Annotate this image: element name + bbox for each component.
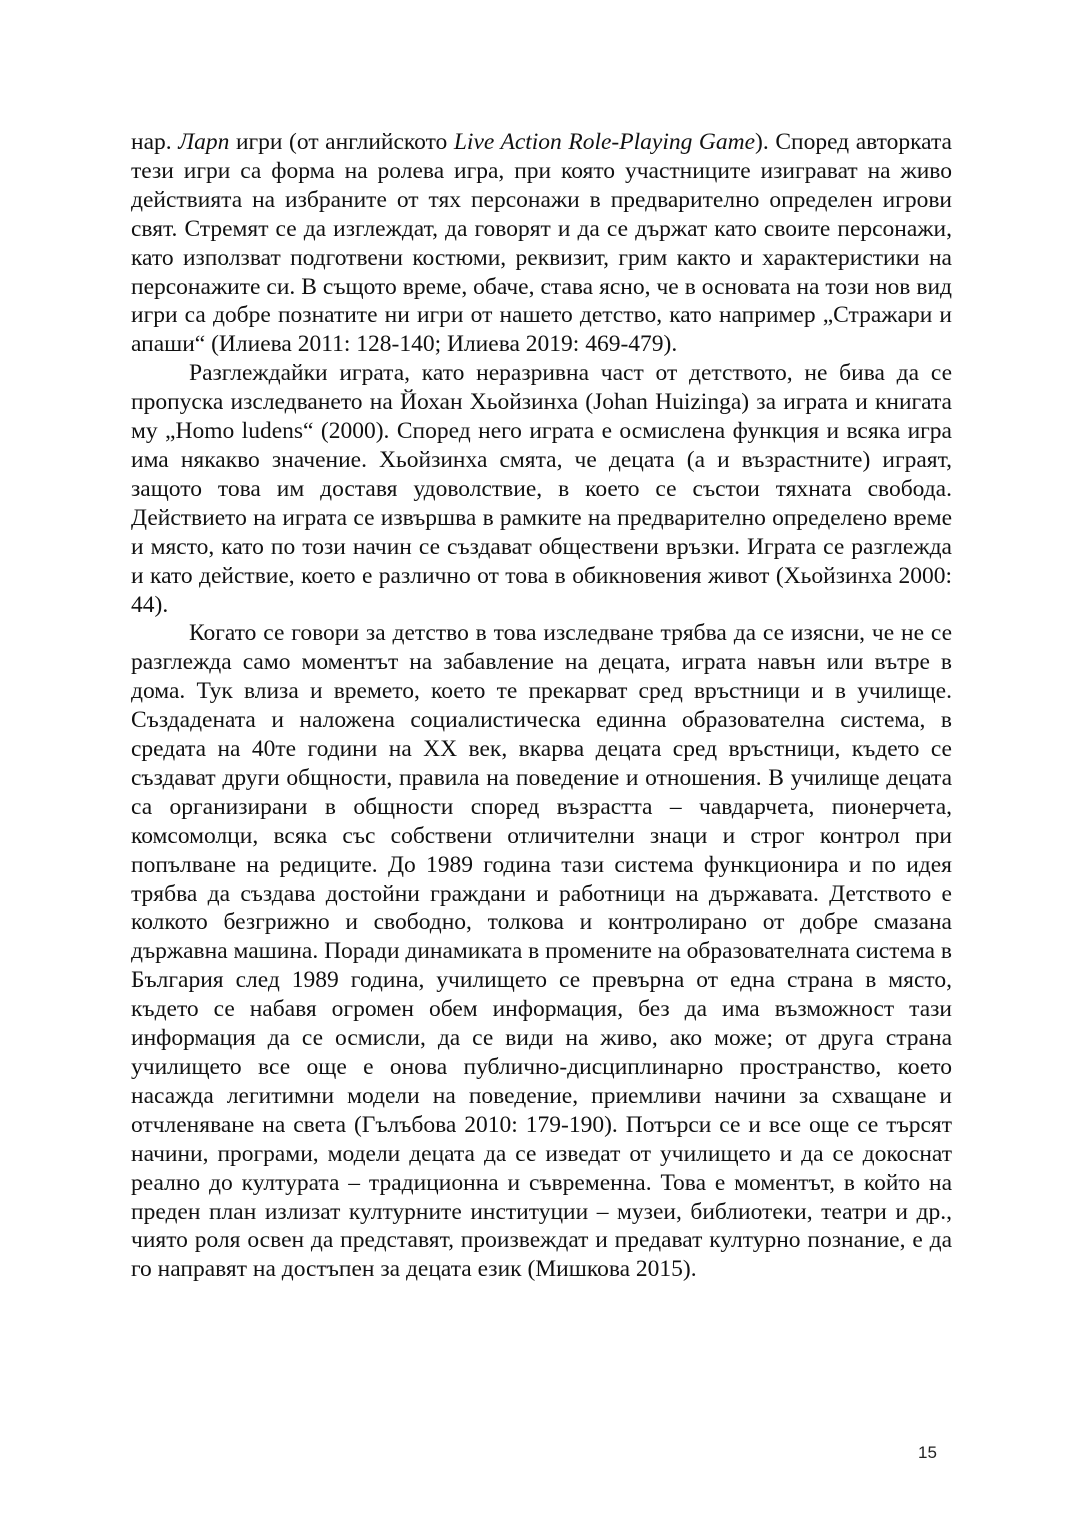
paragraph-1 bbox=[131, 128, 952, 359]
body-text bbox=[131, 128, 952, 1284]
paragraph-1-start: нар. bbox=[131, 129, 179, 155]
paragraph-3: Когато се говори за детство в това изследване трябва да се изясни, че не се разглежда само моментът на забавление на децата, играта навън или вътре в дома. Тук влиза и времето, което те прекарват сред връстници и в училище. Създадената и наложена социалистическа единна образователна система, в средата на 40те години на XX век, вкарва децата сред връстници, където се създават други общности, правила на поведение и отношения. В училище децата са организирани в общности според възрастта – чавдарчета, пионерчета, комсомолци, всяка със собствени отличителни знаци и строг контрол при попълване на редиците. До 1989 година тази система функционира и по идея трябва да създава достойни граждани и работници на държавата. Детството е колкото безгрижно и свободно, толкова и контролирано от добре смазана държавна машина. Поради динамиката в промените на образователната система в България след 1989 година, училището се превърна от една страна в място, където се набавя огромен обем информация, без да има възможност тази информация да се осмисли, да се види на живо, ако може; от друга страна училището все още е онова публично-дисциплинарно пространство, което насажда легитимни модели на поведение, приемливи начини за схващане и отчленяване на света (Гълъбова 2010: 179-190). Потърси се и все още се търсят начини, програми, модели децата да се изведат от училището и да се докоснат реално до културата – традиционна и съвременна. Това е моментът, в който на преден план излизат културните институции – музеи, библиотеки, театри и др., чиято роля освен да представят, произвеждат и предават културно познание, е да го направят на достъпен за децата език (Мишкова 2015). bbox=[131, 620, 952, 1283]
page-number: 15 bbox=[918, 1443, 937, 1462]
paragraph-1-mid: игри (от английското bbox=[229, 129, 454, 155]
paragraph-1-rest: ). Според авторката тези игри са форма на ролева игра, при която участниците изиграват на живо действията на избраните от тях персонажи в предварително определен игрови свят. Стремят се да изглеждат, да говорят и да се държат като своите персонажи, като използват подготвени костюми, реквизит, грим както и характеристики на персонажите си. В същото време, обаче, става ясно, че в основата на този нов вид игри са добре познатите ни игри от нашето детство, като например „Стражари и апаши“ (Илиева 2011: 128-140; Илиева 2019: 469-479). bbox=[131, 129, 952, 358]
larp-term: Ларп bbox=[178, 129, 230, 155]
english-term: Live Action Role-Playing Game bbox=[453, 129, 756, 155]
paragraph-2: Разглеждайки играта, като неразривна част от детството, не бива да се пропуска изследването на Йохан Хьойзинха (Johan Huizinga) за играта и книгата му „Homo ludens“ (2000). Според него играта е осмислена функция и всяка игра има някакво значение. Хьойзинха смята, че децата (а и възрастните) играят, защото това им доставя удоволствие, в което се състои тяхната свобода. Действието на играта се извършва в рамките на предварително определено време и място, като по този начин се създават обществени връзки. Играта се разглежда и като действие, което е различно от това в обикновения живот (Хьойзинха 2000: 44). bbox=[131, 360, 952, 618]
